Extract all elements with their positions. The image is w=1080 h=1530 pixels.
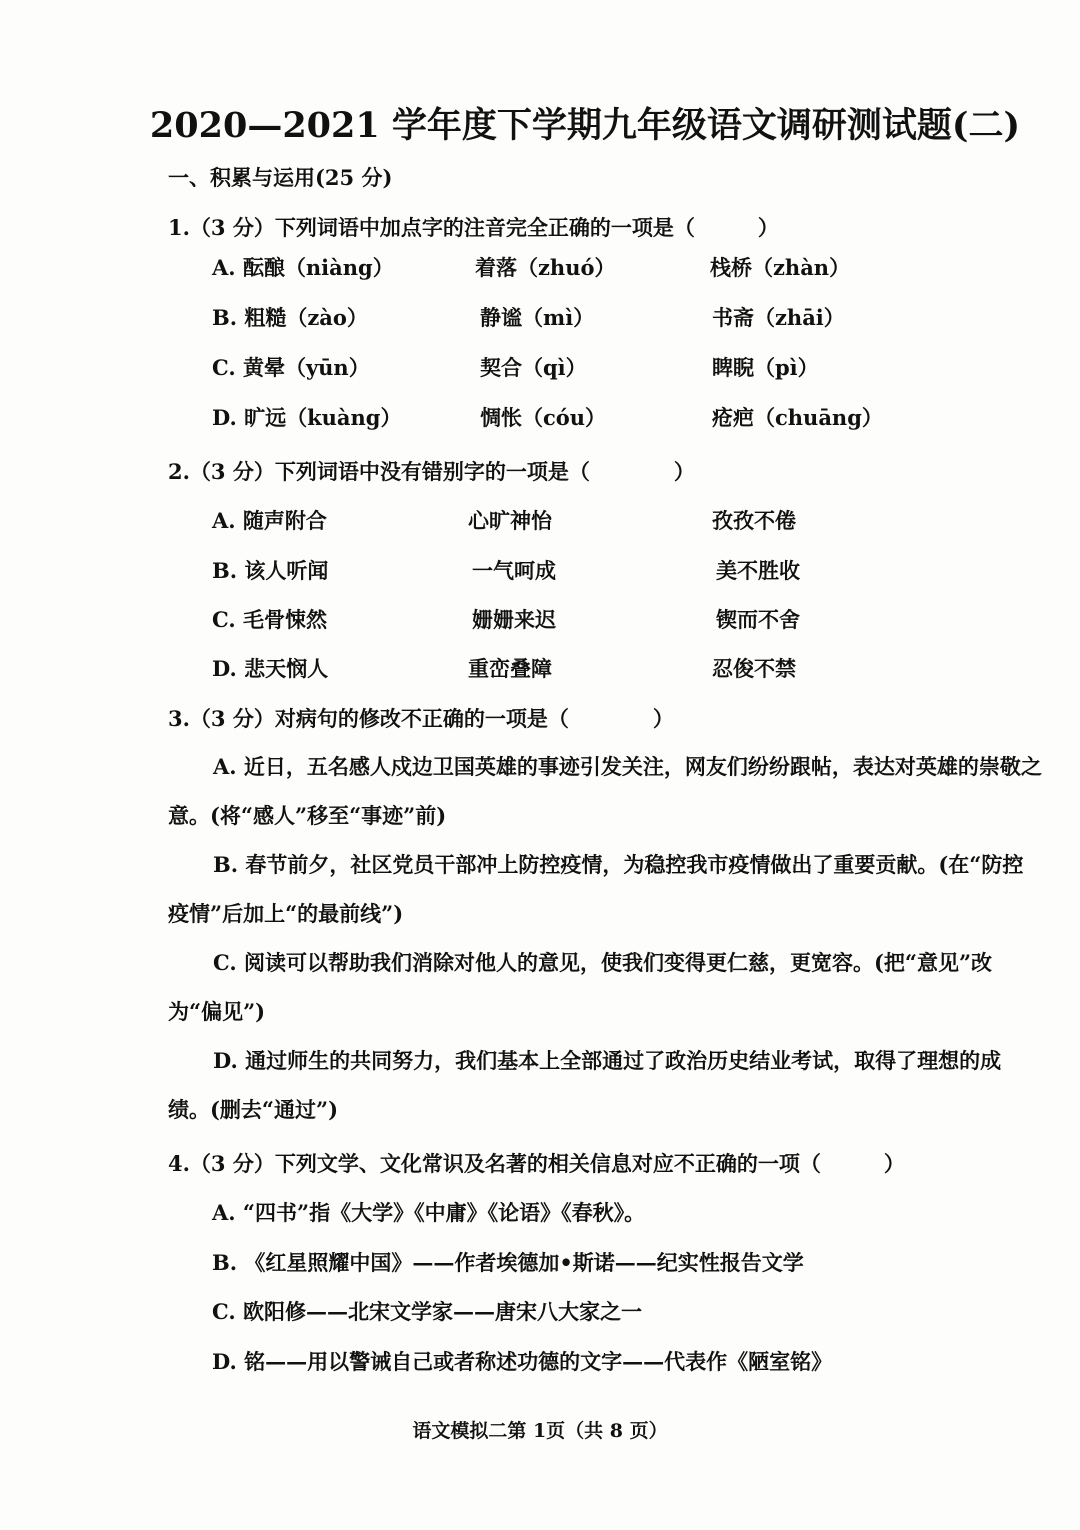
q2-option-a-3: 孜孜不倦	[712, 508, 796, 533]
q2-option-a-2: 心旷神怡	[468, 508, 552, 533]
q1-option-c-1: C. 黄晕（yūn）	[212, 355, 370, 380]
q2-option-d-3: 忍俊不禁	[712, 656, 796, 681]
q1-option-b-2: 静谧（mì）	[480, 305, 595, 330]
q2-option-b-2: 一气呵成	[472, 558, 556, 583]
q4-option-a: A. “四书”指《大学》《中庸》《论语》《春秋》。	[212, 1200, 646, 1225]
q3-option-a: A. 近日，五名感人戍边卫国英雄的事迹引发关注，网友们纷纷跟帖，表达对英雄的崇敬之意。(将“感人”移至“事迹”前)	[168, 754, 1042, 828]
q1-option-a-3: 栈桥（zhàn）	[710, 255, 851, 280]
page-footer: 语文模拟二第 1页（共 8 页）	[412, 1420, 668, 1442]
q2-option-b-1: B. 该人听闻	[212, 558, 329, 583]
q4-option-b: B. 《红星照耀中国》——作者埃德加•斯诺——纪实性报告文学	[212, 1250, 804, 1275]
q4-option-c: C. 欧阳修——北宋文学家——唐宋八大家之一	[212, 1299, 642, 1324]
q1-option-d-1: D. 旷远（kuàng）	[212, 405, 402, 430]
q1-option-d-3: 疮疤（chuāng）	[712, 405, 883, 430]
question-4-stem: 4.（3 分）下列文学、文化常识及名著的相关信息对应不正确的一项（ ）	[168, 1151, 905, 1176]
q1-option-b-1: B. 粗糙（zào）	[212, 305, 368, 330]
exam-title: 2020—2021 学年度下学期九年级语文调研测试题(二)	[149, 105, 1021, 146]
question-1-stem: 1.（3 分）下列词语中加点字的注音完全正确的一项是（ ）	[168, 215, 779, 240]
q2-option-a-1: A. 随声附合	[212, 508, 327, 533]
q1-option-b-3: 书斋（zhāi）	[712, 305, 845, 330]
section-heading: 一、积累与运用(25 分)	[168, 165, 393, 190]
q2-option-c-3: 锲而不舍	[716, 607, 800, 632]
q2-option-d-2: 重峦叠障	[468, 656, 552, 681]
q1-option-a-2: 着落（zhuó）	[475, 255, 616, 280]
q2-option-c-1: C. 毛骨悚然	[212, 607, 327, 632]
question-3-stem: 3.（3 分）对病句的修改不正确的一项是（ ）	[168, 706, 674, 731]
q3-option-b: B. 春节前夕，社区党员干部冲上防控疫情，为稳控我市疫情做出了重要贡献。(在“防控疫情”后加上“的最前线”)	[168, 852, 1024, 926]
q2-option-d-1: D. 悲天悯人	[212, 656, 329, 681]
q2-option-b-3: 美不胜收	[716, 558, 800, 583]
q1-option-c-3: 睥睨（pì）	[712, 355, 819, 380]
q1-option-c-2: 契合（qì）	[480, 355, 587, 380]
q1-option-a-1: A. 酝酿（niàng）	[212, 255, 394, 280]
q3-option-c: C. 阅读可以帮助我们消除对他人的意见，使我们变得更仁慈，更宽容。(把“意见”改为“偏见”)	[168, 950, 993, 1024]
q1-option-d-2: 惆怅（cóu）	[480, 405, 607, 430]
question-2-stem: 2.（3 分）下列词语中没有错别字的一项是（ ）	[168, 459, 695, 484]
q2-option-c-2: 姗姗来迟	[472, 607, 556, 632]
q4-option-d: D. 铭——用以警诫自己或者称述功德的文字——代表作《陋室铭》	[212, 1349, 833, 1374]
q3-option-d: D. 通过师生的共同努力，我们基本上全部通过了政治历史结业考试，取得了理想的成绩。(删去“通过”)	[168, 1048, 1002, 1122]
